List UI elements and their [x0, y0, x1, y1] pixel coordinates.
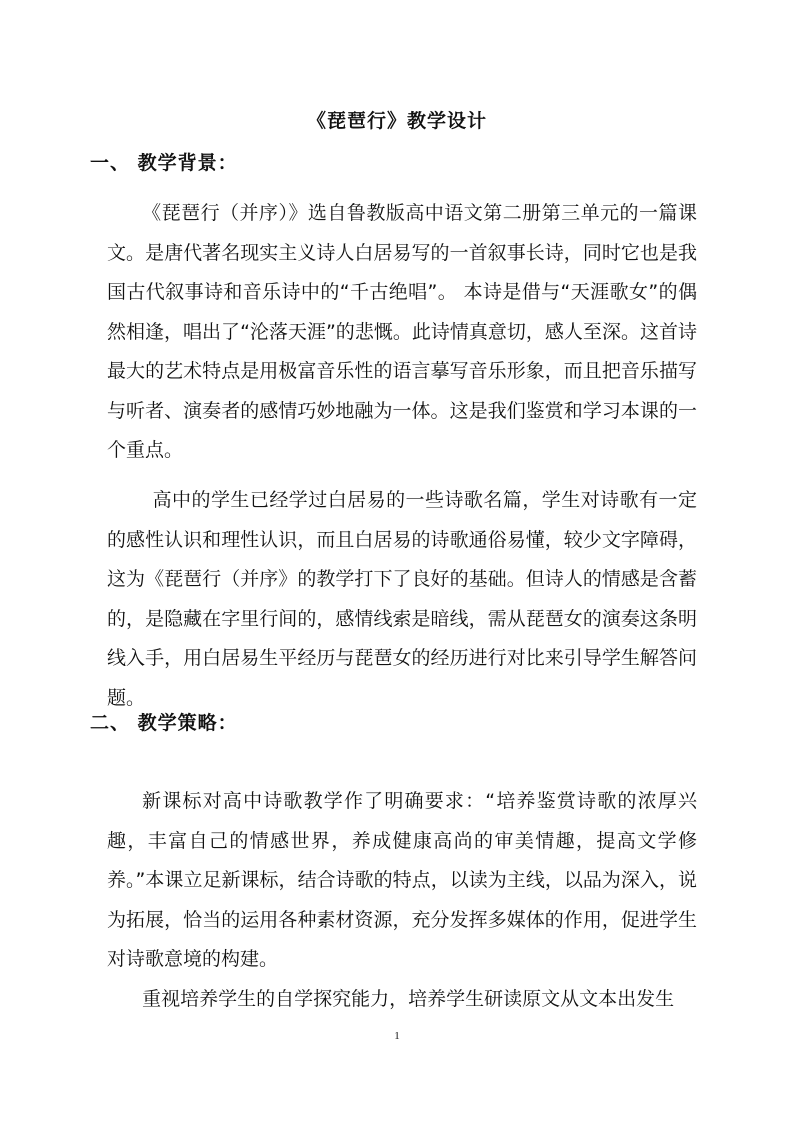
paragraph-background-2: 高中的学生已经学过白居易的一些诗歌名篇，学生对诗歌有一定的感性认识和理性认识，而且白居易的诗歌通俗易懂，较少文字障碍，这为《琵琶行（并序》的教学打下了良好的基础。但诗人的情感是含蓄的，是隐藏在字里行间的，感情线索是暗线，需从琵琶女的演奏这条明线入手，用白居易生平经历与琵琶女的经历进行对比来引导学生解答问题。: [107, 489, 697, 709]
paragraph-background-1: 《琵琶行（并序）》选自鲁教版高中语文第二册第三单元的一篇课文。是唐代著名现实主义诗人白居易写的一首叙事长诗，同时它也是我国古代叙事诗和音乐诗中的“千古绝唱”。 本诗是借与“天涯歌女”的偶然相逢，唱出了“沦落天涯”的悲慨。此诗情真意切，感人至深。这首诗最大的艺术特点是用极富音乐性的语言摹写音乐形象，而且把音乐描写与听者、演奏者的感情巧妙地融为一体。这是我们鉴赏和学习本课的一个重点。: [107, 202, 697, 461]
section-heading-background: 一、 教学背景：: [90, 152, 238, 174]
section-heading-strategy: 二、 教学策略：: [90, 712, 238, 734]
paragraph-strategy-2: 重视培养学生的自学探究能力，培养学生研读原文从文本出发生: [142, 988, 675, 1010]
document-title: 《琵琶行》教学设计: [306, 110, 487, 132]
page-number: 1: [394, 1030, 400, 1042]
paragraph-strategy-1: 新课标对高中诗歌教学作了明确要求：“培养鉴赏诗歌的浓厚兴趣，丰富自己的情感世界，养成健康高尚的审美情趣，提高文学修养。”本课立足新课标，结合诗歌的特点，以读为主线，以品为深入，说为拓展，恰当的运用各种素材资源，充分发挥多媒体的作用，促进学生对诗歌意境的构建。: [107, 790, 697, 970]
